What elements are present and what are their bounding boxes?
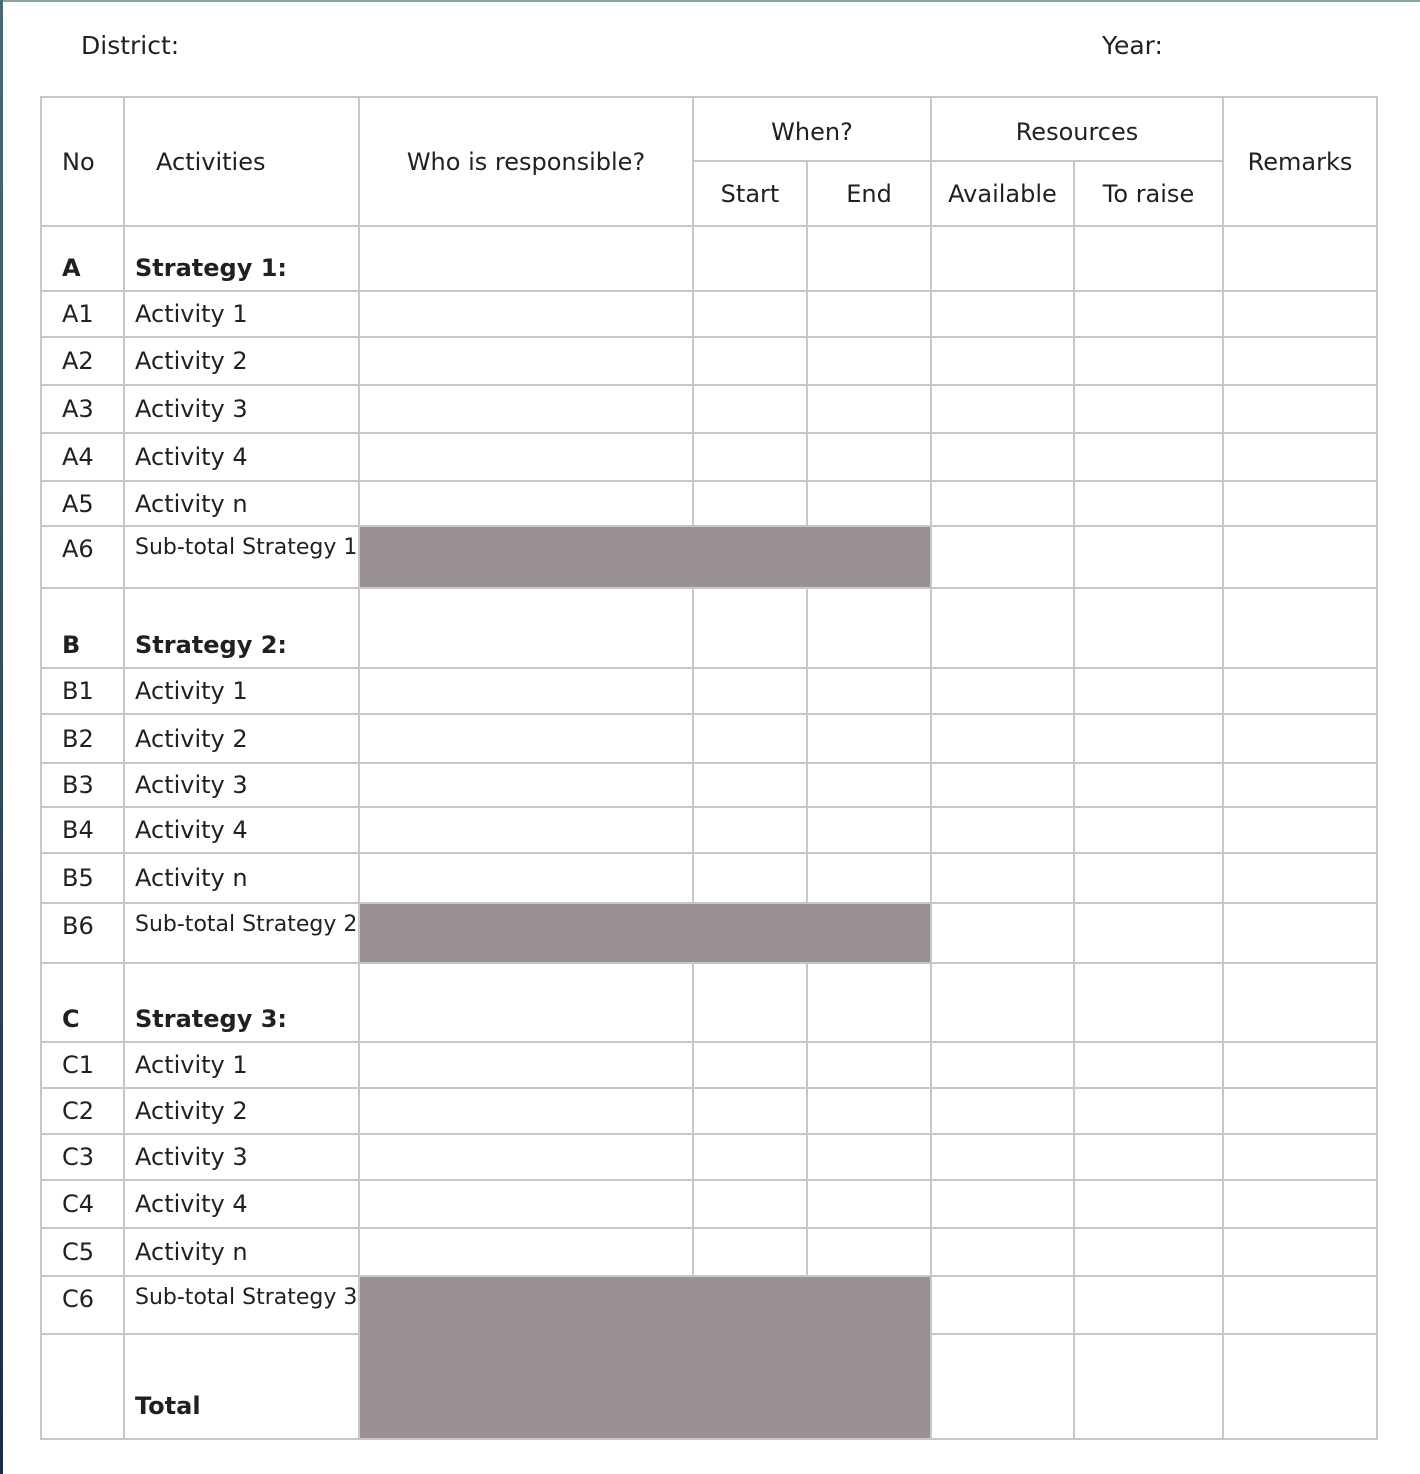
activity-row bbox=[41, 385, 1377, 433]
col-header-to-raise: To raise bbox=[1074, 161, 1223, 226]
activity-label: Activity 4 bbox=[124, 807, 359, 853]
to-raise-cell[interactable] bbox=[1074, 903, 1223, 963]
start-cell[interactable] bbox=[693, 385, 807, 433]
available-cell[interactable] bbox=[931, 807, 1074, 853]
subtotal-label: Sub-total Strategy 3 bbox=[124, 1276, 359, 1334]
col-header-available: Available bbox=[931, 161, 1074, 226]
available-cell[interactable] bbox=[931, 714, 1074, 763]
end-cell[interactable] bbox=[807, 1042, 931, 1088]
activity-label: Activity 2 bbox=[124, 714, 359, 763]
to-raise-cell[interactable] bbox=[1074, 526, 1223, 588]
start-cell[interactable] bbox=[693, 763, 807, 807]
activity-no: B2 bbox=[41, 714, 124, 763]
shaded-block bbox=[359, 1276, 931, 1439]
start-cell[interactable] bbox=[693, 588, 807, 668]
available-cell[interactable] bbox=[931, 1276, 1074, 1334]
activity-label: Activity 4 bbox=[124, 433, 359, 481]
subtotal-row bbox=[41, 1276, 1377, 1334]
to-raise-cell[interactable] bbox=[1074, 481, 1223, 526]
strategy-code: A bbox=[41, 226, 124, 291]
activity-label: Activity 3 bbox=[124, 385, 359, 433]
end-cell[interactable] bbox=[807, 963, 931, 1042]
who-cell[interactable] bbox=[359, 1088, 693, 1134]
subtotal-no: A6 bbox=[41, 526, 124, 588]
available-cell[interactable] bbox=[931, 385, 1074, 433]
available-cell[interactable] bbox=[931, 337, 1074, 385]
who-cell[interactable] bbox=[359, 588, 693, 668]
start-cell[interactable] bbox=[693, 807, 807, 853]
to-raise-cell[interactable] bbox=[1074, 714, 1223, 763]
to-raise-cell[interactable] bbox=[1074, 807, 1223, 853]
available-cell[interactable] bbox=[931, 1042, 1074, 1088]
who-cell[interactable] bbox=[359, 226, 693, 291]
who-cell[interactable] bbox=[359, 481, 693, 526]
activity-no: C5 bbox=[41, 1228, 124, 1276]
remarks-cell[interactable] bbox=[1223, 385, 1377, 433]
available-cell[interactable] bbox=[931, 763, 1074, 807]
strategy-row bbox=[41, 588, 1377, 668]
start-cell[interactable] bbox=[693, 963, 807, 1042]
to-raise-cell[interactable] bbox=[1074, 1180, 1223, 1228]
end-cell[interactable] bbox=[807, 1180, 931, 1228]
activity-row bbox=[41, 1180, 1377, 1228]
activity-row bbox=[41, 1042, 1377, 1088]
subtotal-no: B6 bbox=[41, 903, 124, 963]
strategy-row bbox=[41, 226, 1377, 291]
subtotal-label: Sub-total Strategy 2 bbox=[124, 903, 359, 963]
to-raise-cell[interactable] bbox=[1074, 226, 1223, 291]
available-cell[interactable] bbox=[931, 291, 1074, 337]
remarks-cell[interactable] bbox=[1223, 433, 1377, 481]
to-raise-cell[interactable] bbox=[1074, 668, 1223, 714]
activity-label: Activity n bbox=[124, 1228, 359, 1276]
activity-no: C4 bbox=[41, 1180, 124, 1228]
activity-no: A5 bbox=[41, 481, 124, 526]
activity-row bbox=[41, 1088, 1377, 1134]
available-cell[interactable] bbox=[931, 1228, 1074, 1276]
activity-label: Activity 1 bbox=[124, 291, 359, 337]
activity-row bbox=[41, 1228, 1377, 1276]
available-cell[interactable] bbox=[931, 1088, 1074, 1134]
activity-label: Activity 1 bbox=[124, 1042, 359, 1088]
start-cell[interactable] bbox=[693, 433, 807, 481]
col-header-start: Start bbox=[693, 161, 807, 226]
start-cell[interactable] bbox=[693, 291, 807, 337]
who-cell[interactable] bbox=[359, 714, 693, 763]
start-cell[interactable] bbox=[693, 337, 807, 385]
activity-no: C3 bbox=[41, 1134, 124, 1180]
remarks-cell[interactable] bbox=[1223, 588, 1377, 668]
end-cell[interactable] bbox=[807, 1134, 931, 1180]
to-raise-cell[interactable] bbox=[1074, 1088, 1223, 1134]
available-cell[interactable] bbox=[931, 1134, 1074, 1180]
activity-no: A3 bbox=[41, 385, 124, 433]
total-available-cell[interactable] bbox=[931, 1334, 1074, 1439]
end-cell[interactable] bbox=[807, 433, 931, 481]
who-cell[interactable] bbox=[359, 807, 693, 853]
end-cell[interactable] bbox=[807, 714, 931, 763]
total-remarks-cell[interactable] bbox=[1223, 1334, 1377, 1439]
activity-no: B1 bbox=[41, 668, 124, 714]
col-header-end: End bbox=[807, 161, 931, 226]
strategy-row bbox=[41, 963, 1377, 1042]
end-cell[interactable] bbox=[807, 291, 931, 337]
activity-label: Activity 1 bbox=[124, 668, 359, 714]
subtotal-row bbox=[41, 903, 1377, 963]
remarks-cell[interactable] bbox=[1223, 903, 1377, 963]
activity-row bbox=[41, 668, 1377, 714]
who-cell[interactable] bbox=[359, 763, 693, 807]
to-raise-cell[interactable] bbox=[1074, 1228, 1223, 1276]
start-cell[interactable] bbox=[693, 1180, 807, 1228]
remarks-cell[interactable] bbox=[1223, 668, 1377, 714]
who-cell[interactable] bbox=[359, 385, 693, 433]
to-raise-cell[interactable] bbox=[1074, 433, 1223, 481]
strategy-title: Strategy 2: bbox=[124, 588, 359, 668]
col-header-activities: Activities bbox=[124, 97, 359, 226]
start-cell[interactable] bbox=[693, 1042, 807, 1088]
to-raise-cell[interactable] bbox=[1074, 763, 1223, 807]
end-cell[interactable] bbox=[807, 385, 931, 433]
available-cell[interactable] bbox=[931, 526, 1074, 588]
who-cell[interactable] bbox=[359, 291, 693, 337]
to-raise-cell[interactable] bbox=[1074, 853, 1223, 903]
who-cell[interactable] bbox=[359, 853, 693, 903]
to-raise-cell[interactable] bbox=[1074, 1134, 1223, 1180]
activity-row bbox=[41, 1134, 1377, 1180]
to-raise-cell[interactable] bbox=[1074, 588, 1223, 668]
available-cell[interactable] bbox=[931, 588, 1074, 668]
activity-row bbox=[41, 481, 1377, 526]
remarks-cell[interactable] bbox=[1223, 807, 1377, 853]
activity-plan-table bbox=[40, 96, 1378, 1440]
remarks-cell[interactable] bbox=[1223, 853, 1377, 903]
end-cell[interactable] bbox=[807, 807, 931, 853]
subtotal-label: Sub-total Strategy 1 bbox=[124, 526, 359, 588]
who-cell[interactable] bbox=[359, 1228, 693, 1276]
start-cell[interactable] bbox=[693, 1134, 807, 1180]
start-cell[interactable] bbox=[693, 1088, 807, 1134]
available-cell[interactable] bbox=[931, 226, 1074, 291]
end-cell[interactable] bbox=[807, 337, 931, 385]
remarks-cell[interactable] bbox=[1223, 226, 1377, 291]
who-cell[interactable] bbox=[359, 963, 693, 1042]
col-header-when: When? bbox=[693, 97, 931, 161]
activity-no: B3 bbox=[41, 763, 124, 807]
end-cell[interactable] bbox=[807, 668, 931, 714]
remarks-cell[interactable] bbox=[1223, 1180, 1377, 1228]
activity-no: B5 bbox=[41, 853, 124, 903]
activity-label: Activity n bbox=[124, 853, 359, 903]
remarks-cell[interactable] bbox=[1223, 1042, 1377, 1088]
activity-row bbox=[41, 763, 1377, 807]
start-cell[interactable] bbox=[693, 226, 807, 291]
who-cell[interactable] bbox=[359, 1042, 693, 1088]
to-raise-cell[interactable] bbox=[1074, 1042, 1223, 1088]
year-label: Year: bbox=[1102, 31, 1163, 60]
total-to-raise-cell[interactable] bbox=[1074, 1334, 1223, 1439]
activity-row bbox=[41, 807, 1377, 853]
window-left-border bbox=[0, 0, 3, 1474]
remarks-cell[interactable] bbox=[1223, 1088, 1377, 1134]
start-cell[interactable] bbox=[693, 481, 807, 526]
available-cell[interactable] bbox=[931, 668, 1074, 714]
remarks-cell[interactable] bbox=[1223, 1134, 1377, 1180]
activity-no: A2 bbox=[41, 337, 124, 385]
to-raise-cell[interactable] bbox=[1074, 337, 1223, 385]
remarks-cell[interactable] bbox=[1223, 481, 1377, 526]
activity-no: C1 bbox=[41, 1042, 124, 1088]
to-raise-cell[interactable] bbox=[1074, 963, 1223, 1042]
district-label: District: bbox=[81, 31, 180, 60]
activity-row bbox=[41, 714, 1377, 763]
end-cell[interactable] bbox=[807, 853, 931, 903]
end-cell[interactable] bbox=[807, 1228, 931, 1276]
activity-label: Activity n bbox=[124, 481, 359, 526]
total-no-cell bbox=[41, 1334, 124, 1439]
activity-label: Activity 3 bbox=[124, 1134, 359, 1180]
col-header-remarks: Remarks bbox=[1223, 97, 1377, 226]
remarks-cell[interactable] bbox=[1223, 291, 1377, 337]
start-cell[interactable] bbox=[693, 668, 807, 714]
activity-label: Activity 3 bbox=[124, 763, 359, 807]
shaded-block bbox=[359, 526, 931, 588]
activity-no: C2 bbox=[41, 1088, 124, 1134]
start-cell[interactable] bbox=[693, 853, 807, 903]
table-body bbox=[41, 226, 1377, 1439]
who-cell[interactable] bbox=[359, 1134, 693, 1180]
start-cell[interactable] bbox=[693, 1228, 807, 1276]
available-cell[interactable] bbox=[931, 853, 1074, 903]
to-raise-cell[interactable] bbox=[1074, 291, 1223, 337]
col-header-no: No bbox=[41, 97, 124, 226]
end-cell[interactable] bbox=[807, 481, 931, 526]
remarks-cell[interactable] bbox=[1223, 714, 1377, 763]
who-cell[interactable] bbox=[359, 337, 693, 385]
activity-no: A4 bbox=[41, 433, 124, 481]
who-cell[interactable] bbox=[359, 668, 693, 714]
activity-no: A1 bbox=[41, 291, 124, 337]
activity-row bbox=[41, 433, 1377, 481]
subtotal-row bbox=[41, 526, 1377, 588]
strategy-code: C bbox=[41, 963, 124, 1042]
available-cell[interactable] bbox=[931, 1180, 1074, 1228]
end-cell[interactable] bbox=[807, 1088, 931, 1134]
activity-no: B4 bbox=[41, 807, 124, 853]
activity-label: Activity 2 bbox=[124, 1088, 359, 1134]
remarks-cell[interactable] bbox=[1223, 963, 1377, 1042]
to-raise-cell[interactable] bbox=[1074, 385, 1223, 433]
activity-label: Activity 2 bbox=[124, 337, 359, 385]
remarks-cell[interactable] bbox=[1223, 763, 1377, 807]
subtotal-no: C6 bbox=[41, 1276, 124, 1334]
available-cell[interactable] bbox=[931, 481, 1074, 526]
window-top-border bbox=[0, 0, 1420, 2]
available-cell[interactable] bbox=[931, 433, 1074, 481]
end-cell[interactable] bbox=[807, 226, 931, 291]
who-cell[interactable] bbox=[359, 433, 693, 481]
activity-row bbox=[41, 853, 1377, 903]
activity-label: Activity 4 bbox=[124, 1180, 359, 1228]
remarks-cell[interactable] bbox=[1223, 1276, 1377, 1334]
col-header-who: Who is responsible? bbox=[359, 97, 693, 226]
who-cell[interactable] bbox=[359, 1180, 693, 1228]
end-cell[interactable] bbox=[807, 763, 931, 807]
remarks-cell[interactable] bbox=[1223, 526, 1377, 588]
end-cell[interactable] bbox=[807, 588, 931, 668]
strategy-code: B bbox=[41, 588, 124, 668]
strategy-title: Strategy 3: bbox=[124, 963, 359, 1042]
activity-row bbox=[41, 291, 1377, 337]
available-cell[interactable] bbox=[931, 903, 1074, 963]
available-cell[interactable] bbox=[931, 963, 1074, 1042]
activity-row bbox=[41, 337, 1377, 385]
strategy-title: Strategy 1: bbox=[124, 226, 359, 291]
to-raise-cell[interactable] bbox=[1074, 1276, 1223, 1334]
total-label: Total bbox=[124, 1334, 359, 1439]
start-cell[interactable] bbox=[693, 714, 807, 763]
shaded-block bbox=[359, 903, 931, 963]
remarks-cell[interactable] bbox=[1223, 337, 1377, 385]
col-header-resources: Resources bbox=[931, 97, 1223, 161]
remarks-cell[interactable] bbox=[1223, 1228, 1377, 1276]
